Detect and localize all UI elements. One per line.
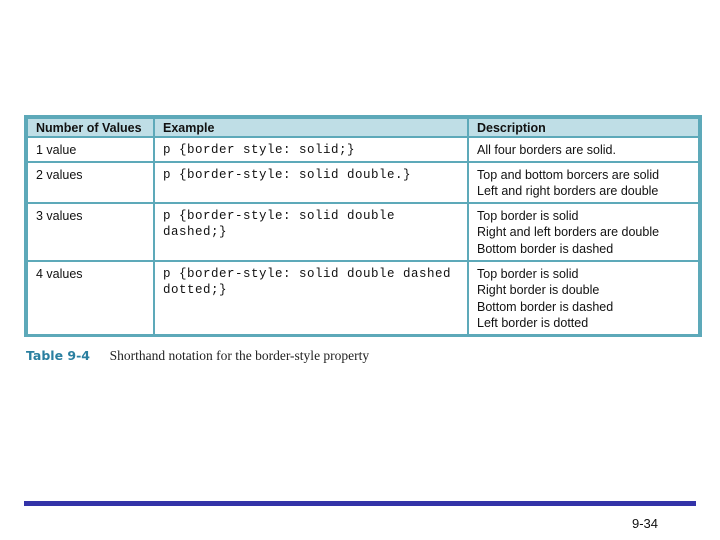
footer-rule [24,501,696,506]
header-description: Description [469,119,698,136]
row-description [469,138,698,161]
caption-label: Table 9-4 [26,348,90,363]
row-description [469,204,698,260]
row-description [469,163,698,202]
description-line: All four borders are solid. [477,143,616,157]
row-count: 1 value [28,138,153,161]
row-example: p {border-style: solid double.} [155,163,467,202]
header-example: Example [155,119,467,136]
row-count: 2 values [28,163,153,202]
description-line: Left border is dotted [477,316,589,330]
row-example: p {border-style: solid double dashed dotted;} [155,262,467,334]
row-example: p {border-style: solid double dashed;} [155,204,467,260]
header-number-of-values: Number of Values [28,119,153,136]
description-line: Top border is solid [477,208,579,223]
description-line: Bottom border is dashed [477,299,614,314]
border-style-table [24,115,702,337]
page-number: 9-34 [632,516,659,531]
table-header-row [28,119,698,136]
row-description [469,262,698,334]
row-count: 3 values [28,204,153,260]
table-row [28,204,698,260]
caption-text: Shorthand notation for the border-style property [109,348,370,363]
table-row [28,138,698,161]
description-line: Top and bottom borcers are solid [477,167,660,182]
row-example: p {border style: solid;} [155,138,467,161]
description-line: Left and right borders are double [477,184,659,198]
table-caption [26,348,369,364]
row-count: 4 values [28,262,153,334]
table-row [28,163,698,202]
description-line: Right border is double [477,283,600,297]
table [26,117,700,336]
table-row [28,262,698,334]
description-line: Bottom border is dashed [477,241,614,256]
description-line: Top border is solid [477,266,579,281]
description-line: Right and left borders are double [477,225,660,239]
